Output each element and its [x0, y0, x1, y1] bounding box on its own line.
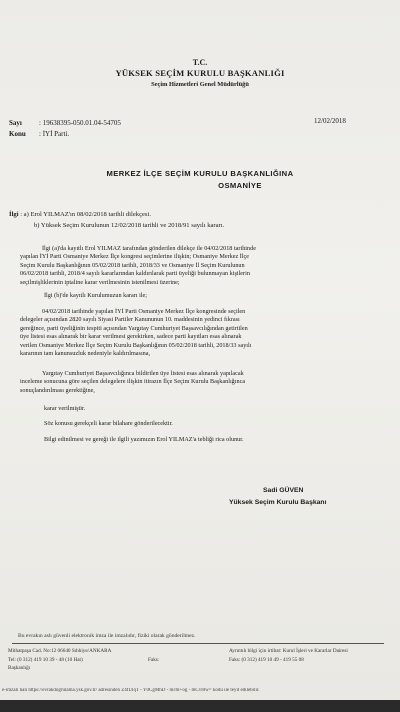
sayi-row [9, 119, 121, 127]
footer-address: Mithatpaşa Cad. No:12 06640 Sıhhiye/ANKARA [8, 648, 112, 654]
bottom-shadow [0, 700, 400, 712]
footer-fax-right: Faks: (0 312) 419 10 49 - 419 55 08 [229, 657, 304, 663]
signature-title: Yüksek Seçim Kurulu Başkanı [229, 499, 327, 506]
paragraph-4 [20, 370, 383, 395]
paragraph-2: İlgi (b)'de kayıtlı Kurulumuzun kararı ile; [44, 292, 148, 299]
p3-line: 04/02/2018 tarihinde yapılan İYİ Parti Osmaniye Merkez İlçe kongresinde seçilen [42, 308, 246, 315]
header-department: Seçim Hizmetleri Genel Müdürlüğü [151, 81, 249, 88]
konu-row [9, 130, 69, 138]
p1-line: 06/02/2018 tarihli, 2018/4 sayılı kararlarından kaldırılarak parti üyeliği bulunmayan kişilerin [20, 270, 250, 278]
p1-line: seçilmişliklerinin iptaline karar verilmesinin istenilmesi üzerine; [20, 278, 180, 286]
reference-a-text: : a) Erol YILMAZ'ın 08/02/2018 tarihli dilekçesi. [20, 211, 151, 218]
footer-divider [12, 643, 384, 644]
p4-line: Yargıtay Cumhuriyet Başsavcılığınca bildirilen üye listesi esas alınarak yapılacak [42, 370, 244, 377]
konu-label: Konu [9, 130, 26, 138]
footer-fax-label: Faks: [148, 657, 160, 663]
footer-phone: Tel: (0 312) 419 10 39 - 48 (10 Hat) [8, 657, 83, 663]
konu-value: : İYİ Parti. [39, 130, 70, 138]
reference-a [9, 211, 151, 218]
footer-contact: Ayrıntılı bilgi için irtibat: Kurul İşleri ve Kararlar Dairesi [229, 648, 348, 654]
paragraph-6: Söz konusu gerekçeli karar bilahare gönderilecektir. [44, 420, 173, 427]
verification-text: e-imzalı hali https://evrakdogrulama.ysk.gov.tr/ adresinden Z4fUlqT - Y0CgMhD - mc6l+og - mCvl0w= kodu ile teyit edilebilir. [2, 688, 260, 693]
p3-line: verilen Osmaniye Merkez İlçe Seçim Kurulu Başkanlığının 05/02/2018 tarihli, 2018/33 sayılı [20, 341, 252, 349]
header-institution: YÜKSEK SEÇİM KURULU BAŞKANLIĞI [115, 68, 285, 78]
p3-line: kararının tam kanunsuzluk nedeniyle kaldırılmasına, [20, 350, 151, 358]
paragraph-7: Bilgi edinilmesi ve gereği ile ilgili yazımızın Erol YILMAZ'a tebliği rica olunur. [44, 436, 244, 443]
p4-line: sonuçlandırılması gerektiğine, [20, 386, 95, 394]
p1-line: yapılan İYİ Parti Osmaniye Merkez İlçe kongresi seçimlerine ilişkin; Osmaniye Merkez İlçe [20, 253, 250, 261]
signature-name: Sadi GÜVEN [263, 487, 304, 494]
paragraph-5: karar verilmiştir. [44, 405, 86, 412]
p4-line: inceleme sonucuna göre seçilen delegelere ilişkin itirazın İlçe Seçim Kurulu Başkanlığınca [20, 378, 246, 386]
p1-line: İlgi (a)'da kayıtlı Erol YILMAZ tarafından gönderilen dilekçe ile 04/02/2018 tarihinde [42, 245, 256, 252]
sayi-label: Sayı [9, 119, 22, 127]
paragraph-3 [20, 308, 383, 358]
p3-line: delegeler açısından 2820 sayılı Siyasi Partiler Kanununun 10. maddesinin yedinci fıkrası [20, 316, 240, 324]
footer-address-extra: Başkanlığı [8, 665, 31, 671]
addressee-line1: MERKEZ İLÇE SEÇİM KURULU BAŞKANLIĞINA [106, 169, 294, 178]
reference-label: İlgi [9, 211, 19, 218]
reference-b: b) Yüksek Seçim Kurulunun 12/02/2018 tarihli ve 2018/91 sayılı kararı. [34, 222, 225, 229]
p3-line: üye listesi esas alınarak bir karar verilmesi gerekirken, sadece parti kayıtları esas alınarak [20, 333, 242, 341]
p3-line: gereğince, parti üyeliğinin tespiti açısından Yargıtay Cumhuriyet Başsavcılığından getirtilen [20, 324, 248, 332]
header-tc: T.C. [192, 58, 208, 67]
paragraph-1 [20, 245, 383, 287]
sayi-value: : 19638395-050.01.04-54705 [39, 119, 121, 127]
addressee-line2: OSMANİYE [218, 181, 262, 190]
footer-notice: Bu evrakın aslı güvenli elektronik imza ile imzalıdır, fiziki olarak gönderilmez. [18, 633, 196, 639]
p1-line: Seçim Kurulu Başkanlığının 05/02/2018 tarihli, 2018/33 ve Osmaniye İl Seçim Kurulunun [20, 261, 245, 269]
document-date: 12/02/2018 [314, 117, 346, 125]
